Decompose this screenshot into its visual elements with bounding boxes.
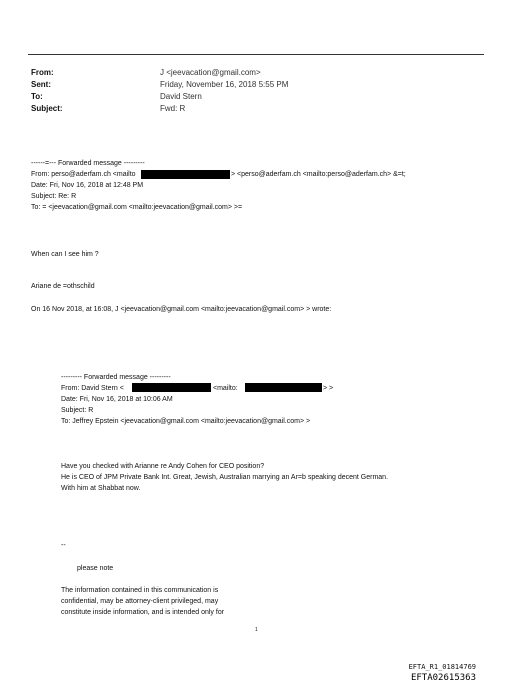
forward2-mailto: <mailto:	[213, 385, 238, 392]
redaction-box	[245, 383, 322, 392]
redaction-box	[132, 383, 211, 392]
signature-dashes: --	[61, 542, 66, 549]
quote-attribution: On 16 Nov 2018, at 16:08, J <jeevacation@gmail.com <mailto:jeevacation@gmail.com> > wrote:	[31, 306, 332, 313]
page-number: 1	[255, 627, 258, 633]
message-signature: Ariane de =othschild	[31, 283, 95, 290]
please-note: please note	[77, 565, 114, 572]
message-question: When can I see him ?	[31, 251, 99, 258]
subject-label: Subject:	[31, 104, 63, 113]
header-rule	[28, 54, 484, 55]
notice-line-2: confidential, may be attorney-client privileged, may	[61, 598, 219, 605]
footer-id-2: EFTA02615363	[410, 673, 476, 683]
forward-divider: ------=--- Forwarded message ---------	[31, 160, 145, 167]
forward2-close: > >	[323, 385, 334, 392]
sent-value: Friday, November 16, 2018 5:55 PM	[160, 80, 289, 89]
forward2-from-prefix: From: David Stern <	[61, 385, 124, 392]
forward-subject: Subject: Re: R	[31, 193, 77, 200]
body-line-1: Have you checked with Arianne re Andy Cohen for CEO position?	[61, 463, 265, 470]
forward2-to: To: Jeffrey Epstein <jeevacation@gmail.com <mailto:jeevacation@gmail.com> >	[61, 418, 311, 425]
redaction-box	[141, 170, 230, 179]
notice-line-1: The information contained in this communication is	[61, 587, 219, 594]
forward-from-prefix: From: perso@aderfam.ch <mailto	[31, 171, 136, 178]
to-value: David Stern	[160, 92, 202, 101]
notice-line-3: constitute inside information, and is intended only for	[61, 609, 225, 616]
forward-to: To: = <jeevacation@gmail.com <mailto:jeevacation@gmail.com> >=	[31, 204, 243, 211]
body-line-2: He is CEO of JPM Private Bank Int. Great, Jewish, Australian marrying an Ar=b speaking decent German.	[61, 474, 389, 481]
to-label: To:	[31, 92, 43, 101]
from-label: From:	[31, 68, 54, 77]
forward-date: Date: Fri, Nov 16, 2018 at 12:48 PM	[31, 182, 144, 189]
subject-value: Fwd: R	[160, 104, 186, 113]
forward-divider-2: --------- Forwarded message ---------	[61, 374, 171, 381]
forward2-subject: Subject: R	[61, 407, 94, 414]
from-value: J <jeevacation@gmail.com>	[160, 68, 261, 77]
footer-id-1: EFTA_R1_01814769	[408, 663, 476, 671]
forward-from-suffix: > <perso@aderfam.ch <mailto:perso@aderfam.ch> &=t;	[231, 171, 406, 178]
sent-label: Sent:	[31, 80, 51, 89]
body-line-3: With him at Shabbat now.	[61, 485, 141, 492]
forward2-date: Date: Fri, Nov 16, 2018 at 10:06 AM	[61, 396, 173, 403]
